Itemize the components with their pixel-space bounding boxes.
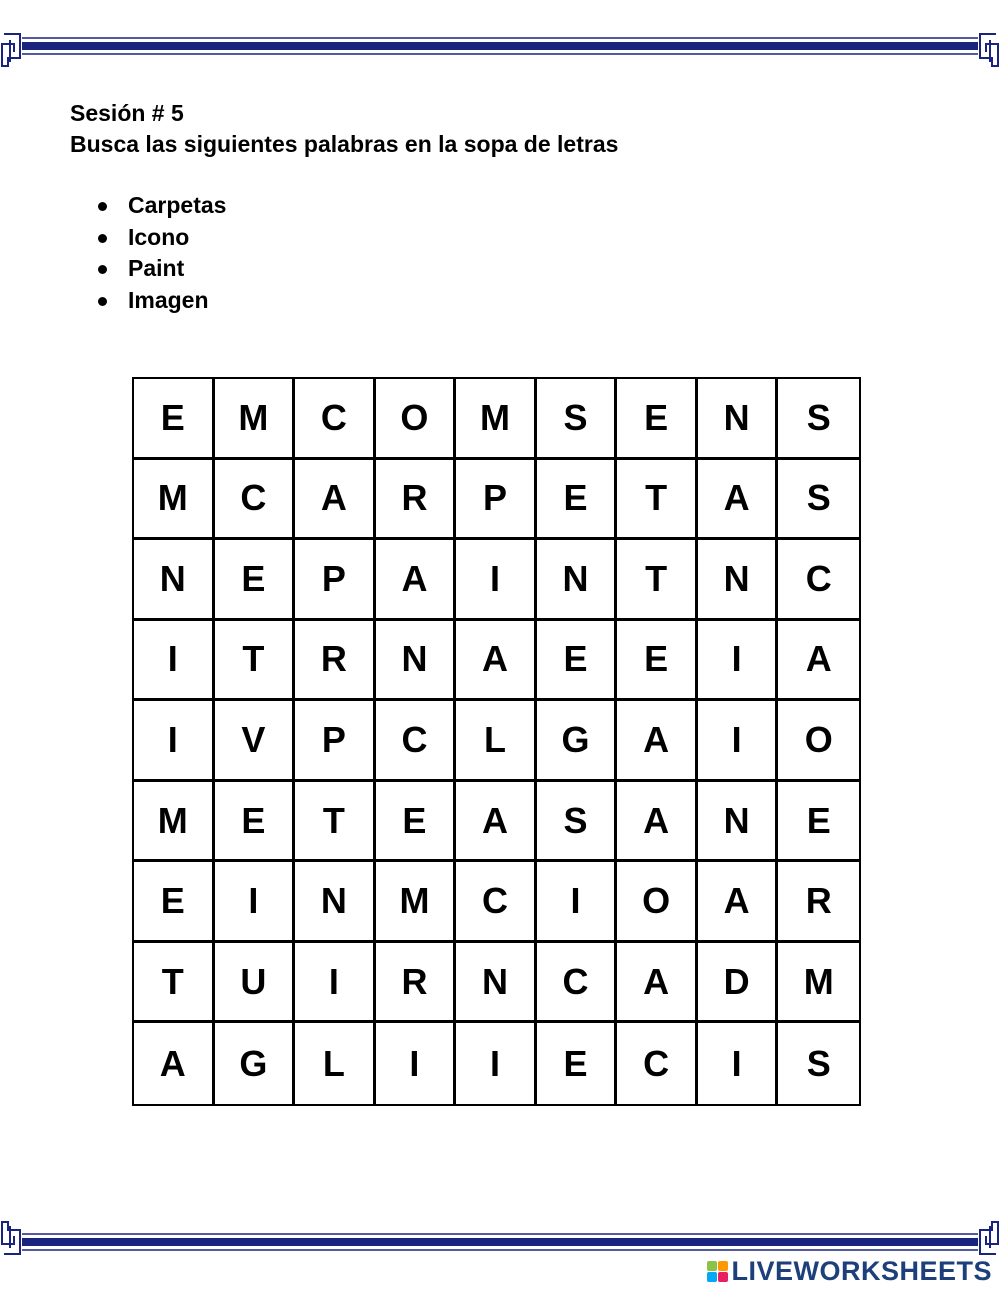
- grid-cell: R: [295, 621, 376, 702]
- grid-cell: C: [376, 701, 457, 782]
- grid-cell: U: [215, 943, 296, 1024]
- grid-cell: C: [778, 540, 859, 621]
- grid-cell: N: [698, 782, 779, 863]
- grid-cell: C: [456, 862, 537, 943]
- logo-square: [707, 1261, 717, 1271]
- grid-cell: T: [617, 540, 698, 621]
- grid-cell: S: [778, 460, 859, 541]
- grid-cell: N: [537, 540, 618, 621]
- bullet-icon: [98, 202, 107, 211]
- grid-cell: M: [215, 379, 296, 460]
- liveworksheets-logo-icon: [707, 1261, 728, 1282]
- grid-cell: T: [215, 621, 296, 702]
- bullet-icon: [98, 265, 107, 274]
- grid-cell: N: [134, 540, 215, 621]
- grid-cell: A: [698, 460, 779, 541]
- grid-cell: I: [456, 540, 537, 621]
- logo-square: [718, 1272, 728, 1282]
- word-item: [98, 222, 226, 254]
- grid-cell: M: [376, 862, 457, 943]
- grid-cell: E: [376, 782, 457, 863]
- grid-cell: E: [134, 862, 215, 943]
- word-item: [98, 190, 226, 222]
- grid-cell: S: [537, 782, 618, 863]
- grid-cell: E: [215, 540, 296, 621]
- grid-cell: I: [456, 1023, 537, 1104]
- grid-cell: I: [698, 621, 779, 702]
- word-item: [98, 253, 226, 285]
- grid-cell: N: [698, 379, 779, 460]
- grid-cell: I: [295, 943, 376, 1024]
- grid-cell: M: [134, 782, 215, 863]
- grid-cell: A: [778, 621, 859, 702]
- grid-cell: O: [376, 379, 457, 460]
- grid-cell: A: [617, 943, 698, 1024]
- grid-cell: A: [698, 862, 779, 943]
- bottom-decorative-border: [0, 1218, 1000, 1258]
- grid-cell: O: [778, 701, 859, 782]
- grid-cell: S: [806, 1042, 831, 1084]
- grid-cell: S: [778, 379, 859, 460]
- logo-square: [707, 1272, 717, 1282]
- grid-cell: C: [617, 1023, 698, 1104]
- grid-cell: R: [778, 862, 859, 943]
- grid-cell: E: [778, 782, 859, 863]
- grid-cell: G: [215, 1023, 296, 1104]
- grid-cell: T: [617, 460, 698, 541]
- grid-cell: A: [456, 621, 537, 702]
- grid-cell: L: [295, 1023, 376, 1104]
- session-title: Sesión # 5: [70, 100, 184, 126]
- grid-cell: I: [376, 1023, 457, 1104]
- grid-cell: G: [537, 701, 618, 782]
- grid-cell: I: [215, 862, 296, 943]
- grid-cell: I: [134, 621, 215, 702]
- grid-cell: P: [295, 540, 376, 621]
- word-label: Carpetas: [128, 192, 227, 218]
- grid-cell: I: [134, 701, 215, 782]
- grid-cell: R: [376, 943, 457, 1024]
- grid-cell: N: [456, 943, 537, 1024]
- instruction-text: Busca las siguientes palabras en la sopa de letras: [70, 131, 619, 157]
- grid-cell: A: [456, 782, 537, 863]
- grid-cell: D: [698, 943, 779, 1024]
- grid-cell: M: [456, 379, 537, 460]
- grid-cell: S: [537, 379, 618, 460]
- word-label: Paint: [128, 255, 185, 281]
- grid-cell: I: [537, 862, 618, 943]
- grid-cell: E: [537, 1023, 618, 1104]
- word-label: Imagen: [128, 286, 209, 313]
- grid-cell: C: [537, 943, 618, 1024]
- grid-cell: V: [215, 701, 296, 782]
- grid-cell: I: [698, 1023, 779, 1104]
- word-list: [98, 190, 226, 316]
- grid-cell: T: [134, 943, 215, 1024]
- grid-cell: R: [376, 460, 457, 541]
- grid-cell: N: [376, 621, 457, 702]
- logo-square: [718, 1261, 728, 1271]
- word-item: [98, 285, 226, 317]
- grid-cell: O: [617, 862, 698, 943]
- grid-cell: C: [215, 460, 296, 541]
- top-decorative-border: [0, 30, 1000, 70]
- grid-cell: E: [215, 782, 296, 863]
- grid-cell: P: [456, 460, 537, 541]
- bullet-icon: [98, 234, 107, 243]
- grid-cell: M: [778, 943, 859, 1024]
- word-label: Icono: [128, 223, 190, 250]
- grid-cell: A: [617, 782, 698, 863]
- grid-cell: L: [456, 701, 537, 782]
- grid-cell: A: [376, 540, 457, 621]
- grid-cell: A: [617, 701, 698, 782]
- grid-cell: A: [295, 460, 376, 541]
- grid-cell: E: [537, 621, 618, 702]
- grid-cell: A: [134, 1023, 215, 1104]
- header: [70, 98, 618, 160]
- grid-cell: E: [617, 621, 698, 702]
- liveworksheets-watermark: [707, 1256, 992, 1286]
- grid-cell: T: [295, 782, 376, 863]
- grid-cell: N: [698, 540, 779, 621]
- grid-cell: M: [134, 460, 215, 541]
- grid-cell: E: [537, 460, 618, 541]
- bullet-icon: [98, 297, 107, 306]
- grid-cell: P: [295, 701, 376, 782]
- grid-cell: I: [698, 701, 779, 782]
- grid-cell: E: [134, 379, 215, 460]
- watermark-text: LIVEWORKSHEETS: [731, 1255, 992, 1286]
- grid-cell: N: [295, 862, 376, 943]
- grid-cell: E: [617, 379, 698, 460]
- grid-cell: C: [295, 379, 376, 460]
- word-search-grid: [132, 377, 861, 1106]
